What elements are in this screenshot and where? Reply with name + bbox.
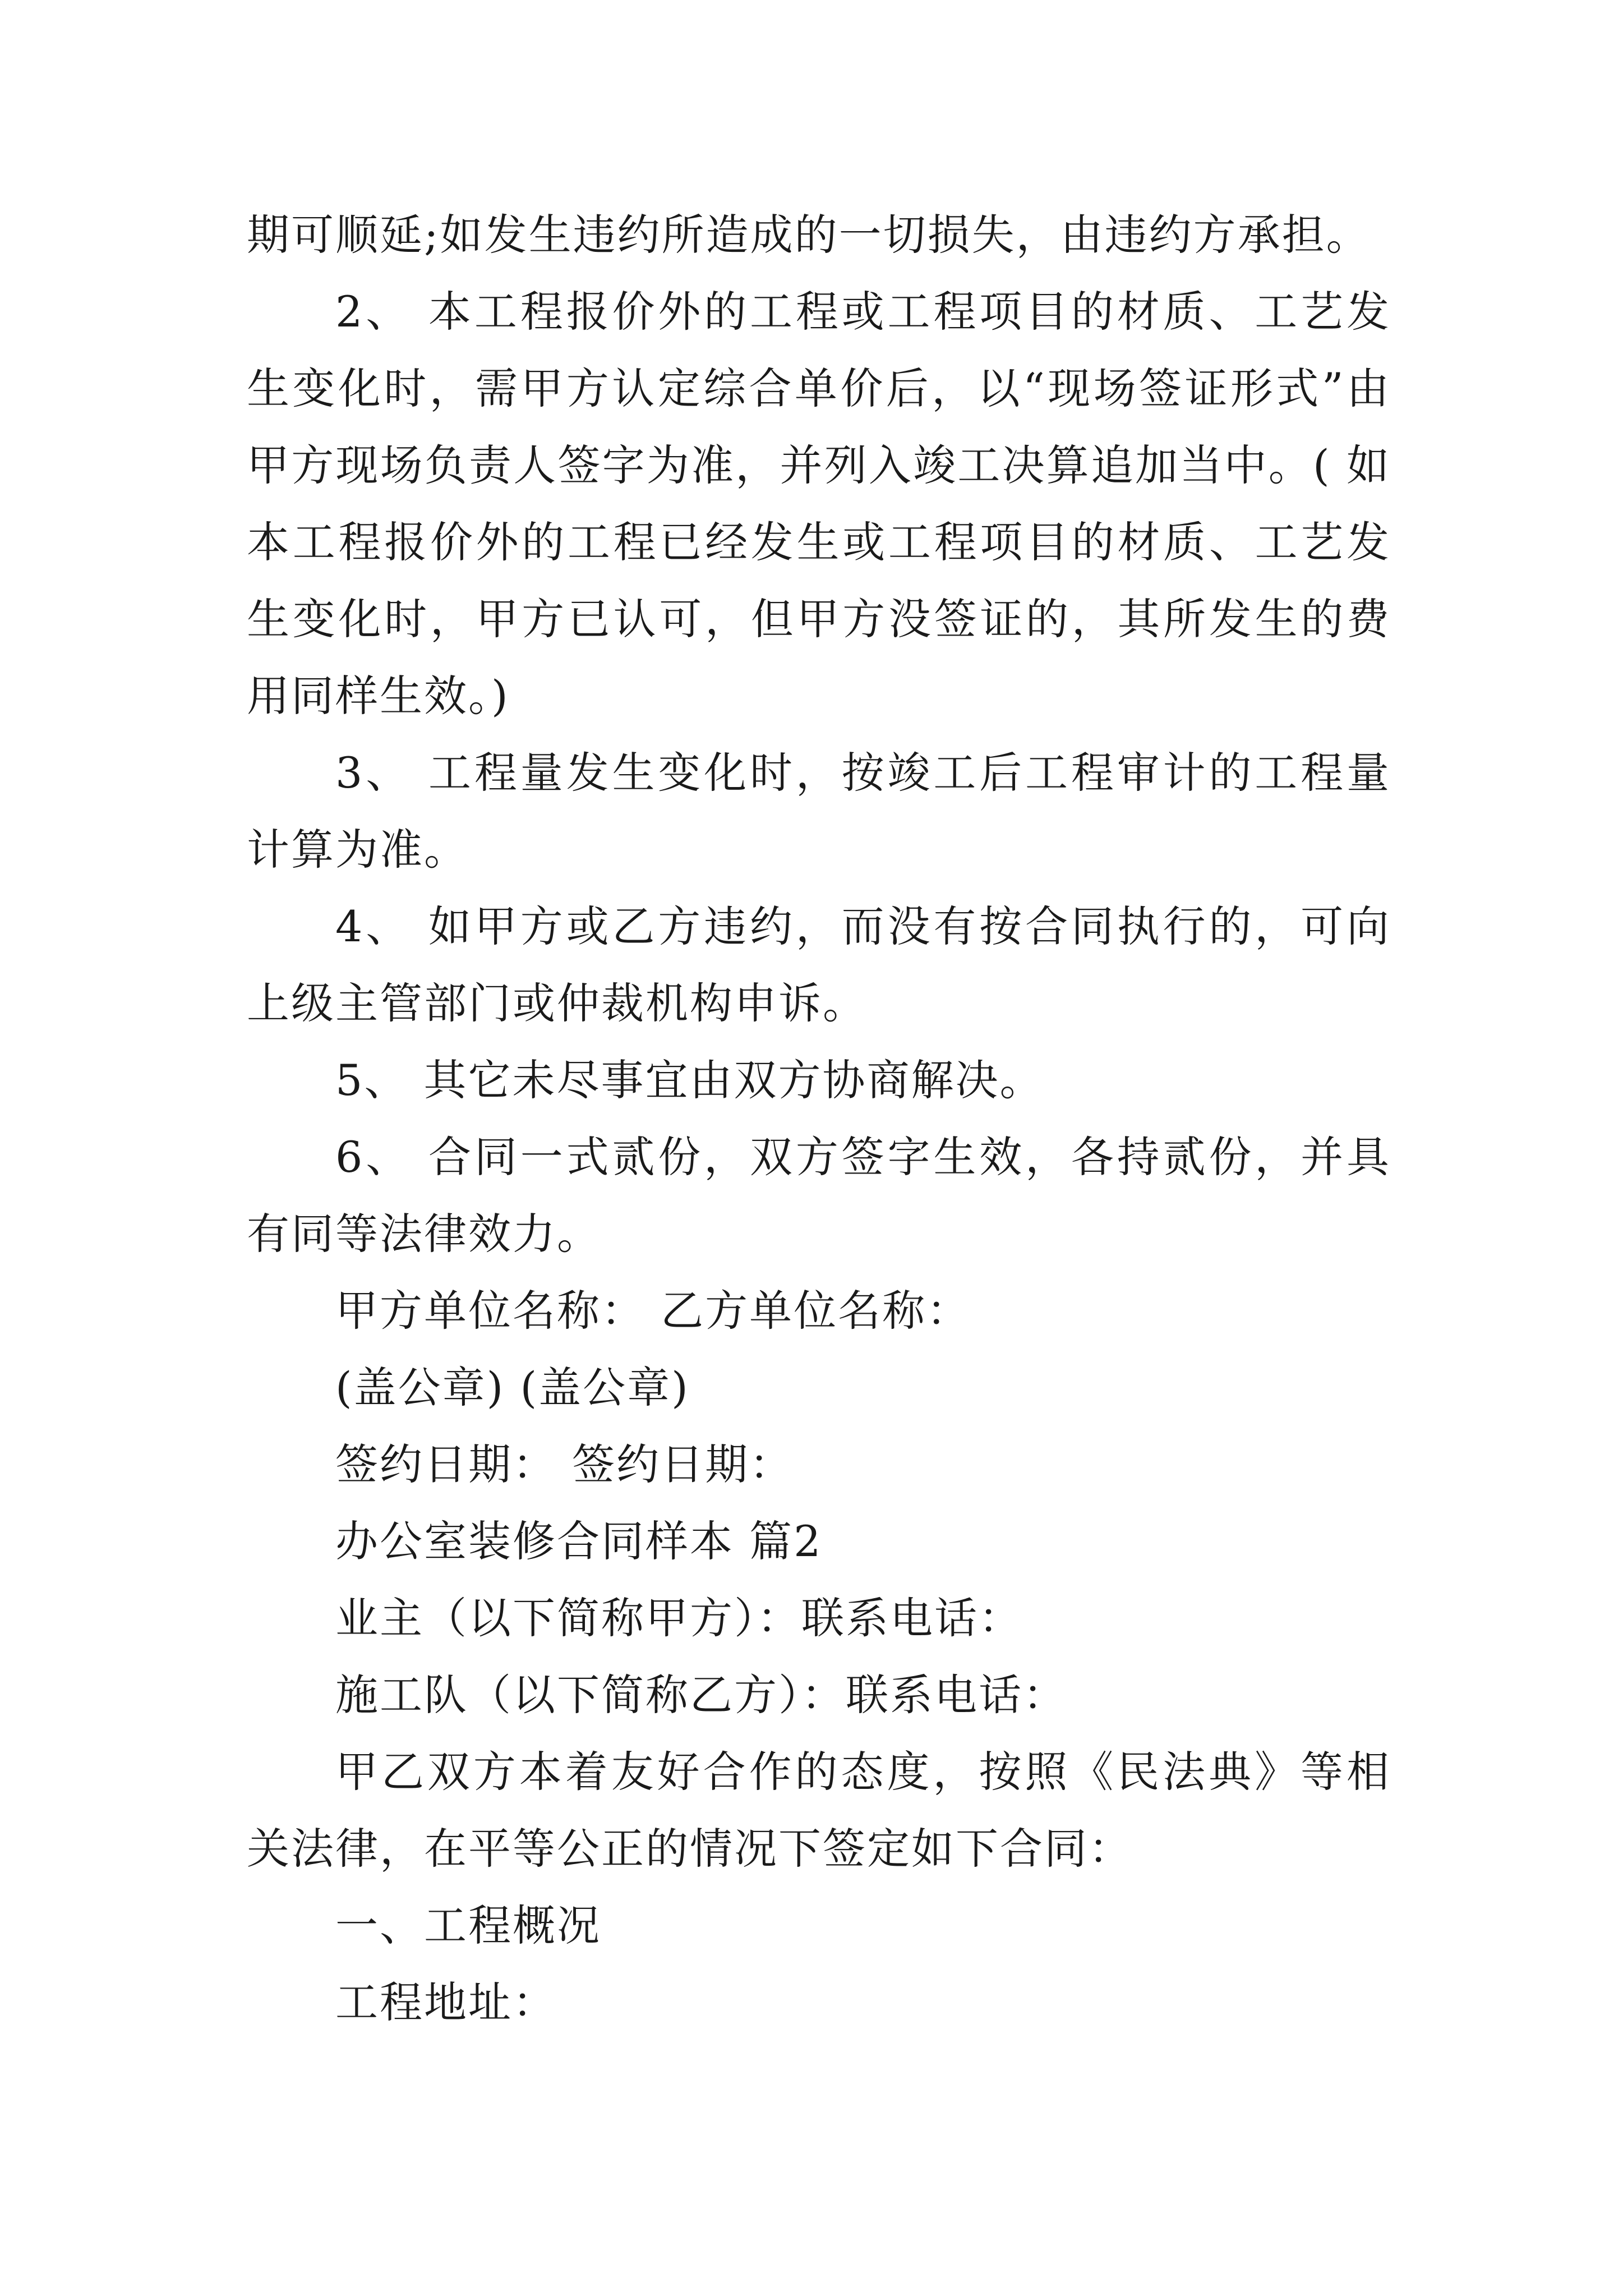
- paragraph-clause-6: 6、 合同一式贰份，双方签字生效，各持贰份，并具有同等法律效力。: [247, 1132, 1391, 1259]
- seals-line: (盖公章) (盖公章): [335, 1363, 690, 1412]
- paragraph-continuation: 期可顺延;如发生违约所造成的一切损失，由违约方承担。: [247, 210, 1371, 260]
- heading-project-overview: 一、工程概况: [335, 1901, 601, 1950]
- document-body: [247, 196, 1391, 2041]
- sign-dates-line: 签约日期： 签约日期：: [335, 1439, 794, 1489]
- owner-line: 业主（以下简称甲方）：联系电话：: [335, 1593, 1023, 1643]
- section-title: 办公室装修合同样本 篇2: [335, 1516, 823, 1566]
- contractor-line: 施工队（以下简称乙方）：联系电话：: [335, 1670, 1067, 1720]
- party-names-line: 甲方单位名称： 乙方单位名称：: [335, 1286, 971, 1336]
- paragraph-preamble: 甲乙双方本着友好合作的态度，按照《民法典》等相关法律，在平等公正的情况下签定如下合同：: [247, 1747, 1391, 1874]
- paragraph-clause-5: 5、 其它未尽事宜由双方协商解决。: [335, 1055, 1044, 1105]
- paragraph-clause-3: 3、 工程量发生变化时，按竣工后工程审计的工程量计算为准。: [247, 748, 1391, 875]
- paragraph-clause-2: 2、 本工程报价外的工程或工程项目的材质、工艺发生变化时，需甲方认定综合单价后，以“现场签证形式”由甲方现场负责人签字为准，并列入竣工决算追加当中。( 如本工程报价外的工程已经发生或工程项目的材质、工艺发生变化时，甲方已认可，但甲方没签证的，其所发生的费用同样生效。): [247, 287, 1391, 721]
- paragraph-clause-4: 4、 如甲方或乙方违约，而没有按合同执行的，可向上级主管部门或仲裁机构申诉。: [247, 901, 1391, 1028]
- site-address-line: 工程地址：: [335, 1977, 557, 2027]
